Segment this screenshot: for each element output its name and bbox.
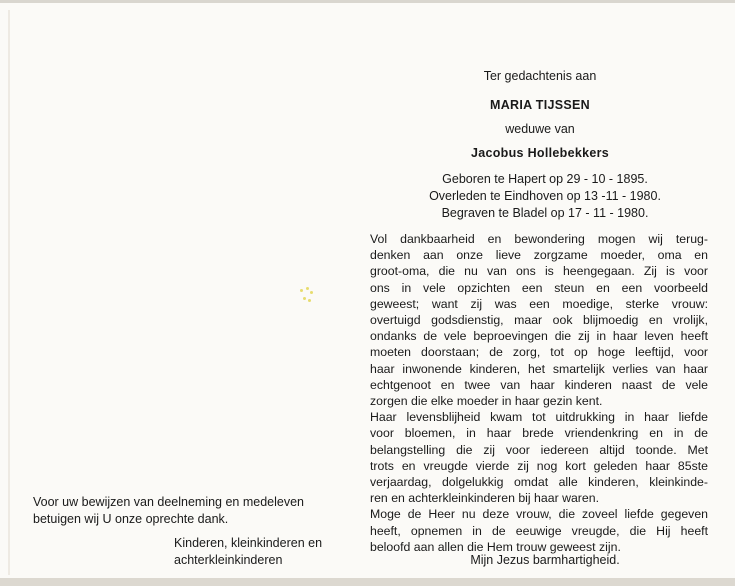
eulogy-line: haar inwonende kinderen, het smartelijk verlies van haar bbox=[370, 361, 708, 376]
eulogy-line: verjaardag, dolgelukkig omdat alle kinderen, kleinkinde- bbox=[370, 475, 708, 490]
eulogy-paragraph bbox=[370, 231, 708, 555]
burial-date-line: Begraven te Bladel op 17 - 11 - 1980. bbox=[441, 206, 649, 220]
eulogy-line: voor bloemen, in haar brede vriendenkring en in de bbox=[370, 426, 708, 441]
eulogy-line: heeft, opnemen in de eeuwige vreugde, die Hij heeft bbox=[370, 523, 708, 538]
eulogy-line: echtgenoot en twee van haar kinderen naast de vele bbox=[370, 377, 708, 392]
signature-block bbox=[174, 535, 322, 568]
closing-prayer: Mijn Jezus barmhartigheid. bbox=[470, 553, 620, 567]
eulogy-line: beloofd aan allen die Hem trouw geweest zijn. bbox=[370, 539, 621, 554]
yellow-speck bbox=[298, 285, 316, 305]
eulogy-line: ren en achterkleinkinderen bij haar waren. bbox=[370, 491, 599, 506]
eulogy-line: moeten doorstaan; de zorg, tot op hoge leeftijd, voor bbox=[370, 345, 708, 360]
eulogy-line: belangstelling die zij voor iedereen altijd toonde. Met bbox=[370, 442, 708, 457]
card-top-edge bbox=[0, 0, 735, 3]
eulogy-line: geweest; want zij was een moedige, sterke vrouw: bbox=[370, 296, 708, 311]
death-date-line: Overleden te Eindhoven op 13 -11 - 1980. bbox=[429, 189, 661, 203]
signature-line: achterkleinkinderen bbox=[174, 552, 283, 567]
deceased-name: MARIA TIJSSEN bbox=[490, 98, 590, 112]
eulogy-line: overtuigd godsdienstig, maar ook blijmoedig en vrolijk, bbox=[370, 313, 708, 328]
thanks-line: Voor uw bewijzen van deelneming en medeleven bbox=[33, 495, 305, 509]
thanks-block bbox=[33, 494, 304, 527]
eulogy-line: denken aan onze lieve zorgzame moeder, oma en bbox=[370, 248, 708, 263]
eulogy-line: Haar levensblijheid kwam tot uitdrukking in haar liefde bbox=[370, 410, 708, 425]
eulogy-line: ondanks de vele beproevingen die zij in haar leven heeft bbox=[370, 329, 708, 344]
signature-line: Kinderen, kleinkinderen en bbox=[174, 536, 323, 550]
intro-text: Ter gedachtenis aan bbox=[483, 69, 597, 83]
card-fold-shadow bbox=[8, 10, 10, 575]
eulogy-line: ons in vele opzichten een steun en een voorbeeld bbox=[370, 280, 708, 295]
spouse-name: Jacobus Hollebekkers bbox=[470, 146, 609, 160]
eulogy-line: zorgen die elke moeder in haar gezin kent. bbox=[370, 394, 603, 409]
eulogy-line: groot-oma, die nu van ons is heengegaan. Zij is voor bbox=[370, 264, 708, 279]
birth-date-line: Geboren te Hapert op 29 - 10 - 1895. bbox=[442, 172, 648, 186]
relation-text: weduwe van bbox=[505, 122, 575, 136]
eulogy-line: Moge de Heer nu deze vrouw, die zoveel liefde gegeven bbox=[370, 507, 708, 522]
dates-block bbox=[420, 171, 670, 222]
thanks-line: betuigen wij U onze oprechte dank. bbox=[33, 511, 229, 526]
eulogy-line: Vol dankbaarheid en bewondering mogen wij terug- bbox=[370, 232, 708, 246]
card-bottom-edge bbox=[0, 578, 735, 586]
eulogy-line: trots en vreugde vierde zij nog kort geleden haar 85ste bbox=[370, 458, 708, 473]
